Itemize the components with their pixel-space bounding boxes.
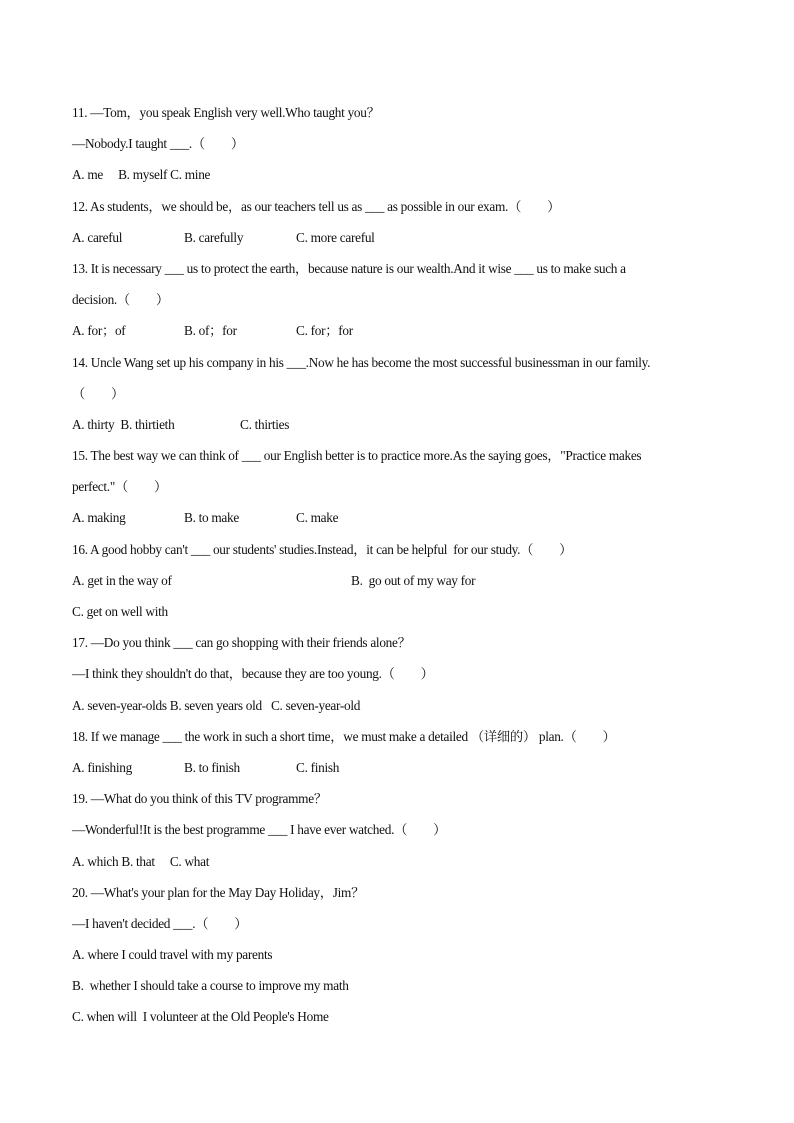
question-12-options — [72, 222, 732, 253]
question-text: Uncle Wang set up his company in his ___.Now he has become the most successful businessman in our family. — [90, 354, 651, 370]
question-number: 16. — [72, 541, 88, 557]
question-20-option-c: C. when will I volunteer at the Old People's Home — [72, 1009, 329, 1025]
question-16-stem — [72, 534, 732, 565]
question-15-stem — [72, 440, 732, 471]
question-number: 18. — [72, 728, 88, 744]
question-12-stem — [72, 191, 732, 222]
question-11-options: A. me B. myself C. mine — [72, 167, 211, 183]
question-17-options: A. seven-year-olds B. seven years old C. seven-year-old — [72, 697, 361, 713]
option-c: C. for；for — [296, 323, 353, 339]
option-a: A. finishing — [72, 759, 132, 775]
question-16-options-row-1 — [72, 565, 732, 596]
question-number: 12. — [72, 198, 88, 214]
question-19-options: A. which B. that C. what — [72, 853, 210, 869]
question-11-line-2: —Nobody.I taught ___.（ ） — [72, 136, 244, 152]
question-14-line-2: （ ） — [72, 385, 124, 401]
option-b: B. to finish — [184, 759, 240, 775]
question-text: The best way we can think of ___ our English better is to practice more.As the saying goes，"Practice makes — [90, 448, 642, 464]
question-14-stem — [72, 347, 732, 378]
question-20-stem — [72, 877, 732, 908]
question-13-options — [72, 315, 732, 346]
question-number: 15. — [72, 448, 88, 464]
question-text: It is necessary ___ us to protect the earth，because nature is our wealth.And it wise ___ us to make such a — [90, 260, 626, 276]
question-17-stem — [72, 627, 732, 658]
question-text: If we manage ___ the work in such a short time，we must make a detailed （详细的） plan.（ ） — [90, 728, 616, 744]
question-19-line-2: —Wonderful!It is the best programme ___ I have ever watched.（ ） — [72, 822, 447, 838]
question-text: As students，we should be，as our teachers tell us as ___ as possible in our exam.（ ） — [90, 198, 561, 214]
question-17-line-2: —I think they shouldn't do that，because they are too young.（ ） — [72, 666, 434, 682]
question-text: —Do you think ___ can go shopping with their friends alone？ — [90, 635, 411, 651]
option-c: C. make — [296, 510, 339, 526]
question-13-line-2: decision.（ ） — [72, 292, 169, 308]
question-13-stem — [72, 253, 732, 284]
option-c: C. finish — [296, 759, 340, 775]
question-20-option-b: B. whether I should take a course to improve my math — [72, 978, 349, 994]
option-c: C. thirties — [240, 416, 290, 432]
worksheet — [72, 97, 732, 1033]
option-b: B. of；for — [184, 323, 237, 339]
question-text: A good hobby can't ___ our students' studies.Instead，it can be helpful for our study.（ ） — [90, 541, 573, 557]
question-number: 19. — [72, 791, 88, 807]
option-c: C. more careful — [296, 229, 375, 245]
option-a: A. making — [72, 510, 126, 526]
question-11-stem — [72, 97, 732, 128]
question-15-options — [72, 502, 732, 533]
question-text: —What's your plan for the May Day Holiday，Jim？ — [90, 884, 365, 900]
question-number: 13. — [72, 260, 88, 276]
option-a: A. for；of — [72, 323, 126, 339]
question-16-options-row-2: C. get on well with — [72, 604, 168, 619]
question-number: 20. — [72, 884, 88, 900]
option-ab: A. thirty B. thirtieth — [72, 416, 175, 432]
option-a: A. get in the way of — [72, 572, 172, 588]
question-14-options — [72, 409, 732, 440]
option-a: A. careful — [72, 229, 123, 245]
question-20-option-a: A. where I could travel with my parents — [72, 947, 273, 963]
question-text: —Tom，you speak English very well.Who taught you？ — [90, 105, 380, 120]
option-b: B. carefully — [184, 229, 244, 245]
question-19-stem — [72, 783, 732, 814]
question-15-line-2: perfect."（ ） — [72, 479, 167, 495]
question-18-stem — [72, 721, 732, 752]
option-b: B. go out of my way for — [351, 572, 476, 588]
question-number: 14. — [72, 354, 88, 370]
question-number: 11. — [72, 105, 88, 120]
question-number: 17. — [72, 635, 88, 651]
question-text: —What do you think of this TV programme？ — [90, 791, 327, 807]
option-b: B. to make — [184, 510, 239, 526]
question-20-line-2: —I haven't decided ___.（ ） — [72, 915, 248, 931]
question-18-options — [72, 752, 732, 783]
